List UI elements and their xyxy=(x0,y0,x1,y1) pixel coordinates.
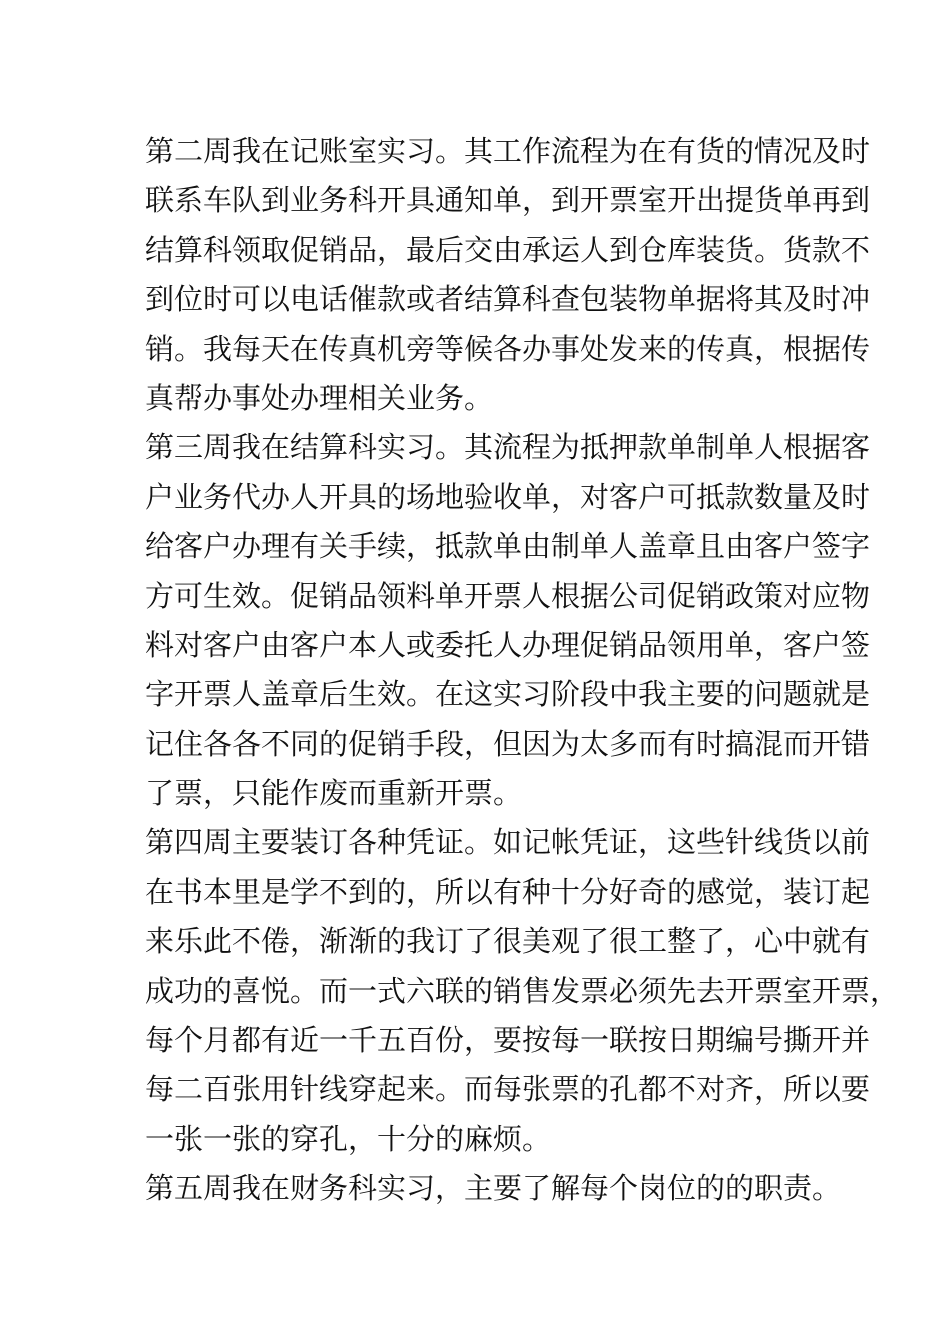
text-line: 第四周主要装订各种凭证。如记帐凭证，这些针线货以前 xyxy=(145,825,871,860)
text-line: 真帮办事处办理相关业务。 xyxy=(145,380,494,415)
text-line: 给客户办理有关手续，抵款单由制单人盖章且由客户签字 xyxy=(145,529,871,564)
text-line: 来乐此不倦，渐渐的我订了很美观了很工整了，心中就有 xyxy=(145,924,871,959)
text-line: 在书本里是学不到的，所以有种十分好奇的感觉，装订起 xyxy=(145,874,871,909)
paragraph-week-three xyxy=(145,423,871,818)
text-line: 结算科领取促销品，最后交由承运人到仓库装货。货款不 xyxy=(145,232,871,267)
text-line: 方可生效。促销品领料单开票人根据公司促销政策对应物 xyxy=(145,578,871,613)
paragraph-week-five xyxy=(145,1164,842,1213)
text-line: 户业务代办人开具的场地验收单，对客户可抵款数量及时 xyxy=(145,479,871,514)
paragraph-week-two xyxy=(145,127,871,423)
text-line: 每个月都有近一千五百份，要按每一联按日期编号撕开并 xyxy=(145,1023,871,1058)
text-line: 成功的喜悦。而一式六联的销售发票必须先去开票室开票， xyxy=(145,973,900,1008)
text-line: 到位时可以电话催款或者结算科查包装物单据将其及时冲 xyxy=(145,282,871,317)
text-line: 一张一张的穿孔，十分的麻烦。 xyxy=(145,1121,552,1156)
paragraph-week-four xyxy=(145,818,900,1164)
text-line: 记住各各不同的促销手段，但因为太多而有时搞混而开错 xyxy=(145,726,871,761)
text-line: 字开票人盖章后生效。在这实习阶段中我主要的问题就是 xyxy=(145,677,871,712)
text-line: 了票，只能作废而重新开票。 xyxy=(145,776,523,811)
document-body xyxy=(145,127,900,1214)
text-line: 第二周我在记账室实习。其工作流程为在有货的情况及时 xyxy=(145,134,871,168)
text-line: 第五周我在财务科实习，主要了解每个岗位的的职责。 xyxy=(145,1171,842,1206)
text-line: 联系车队到业务科开具通知单，到开票室开出提货单再到 xyxy=(145,183,871,218)
text-line: 第三周我在结算科实习。其流程为抵押款单制单人根据客 xyxy=(145,430,871,465)
text-line: 销。我每天在传真机旁等候各办事处发来的传真，根据传 xyxy=(145,331,871,366)
text-line: 料对客户由客户本人或委托人办理促销品领用单，客户签 xyxy=(145,627,871,662)
text-line: 每二百张用针线穿起来。而每张票的孔都不对齐，所以要 xyxy=(145,1072,871,1107)
